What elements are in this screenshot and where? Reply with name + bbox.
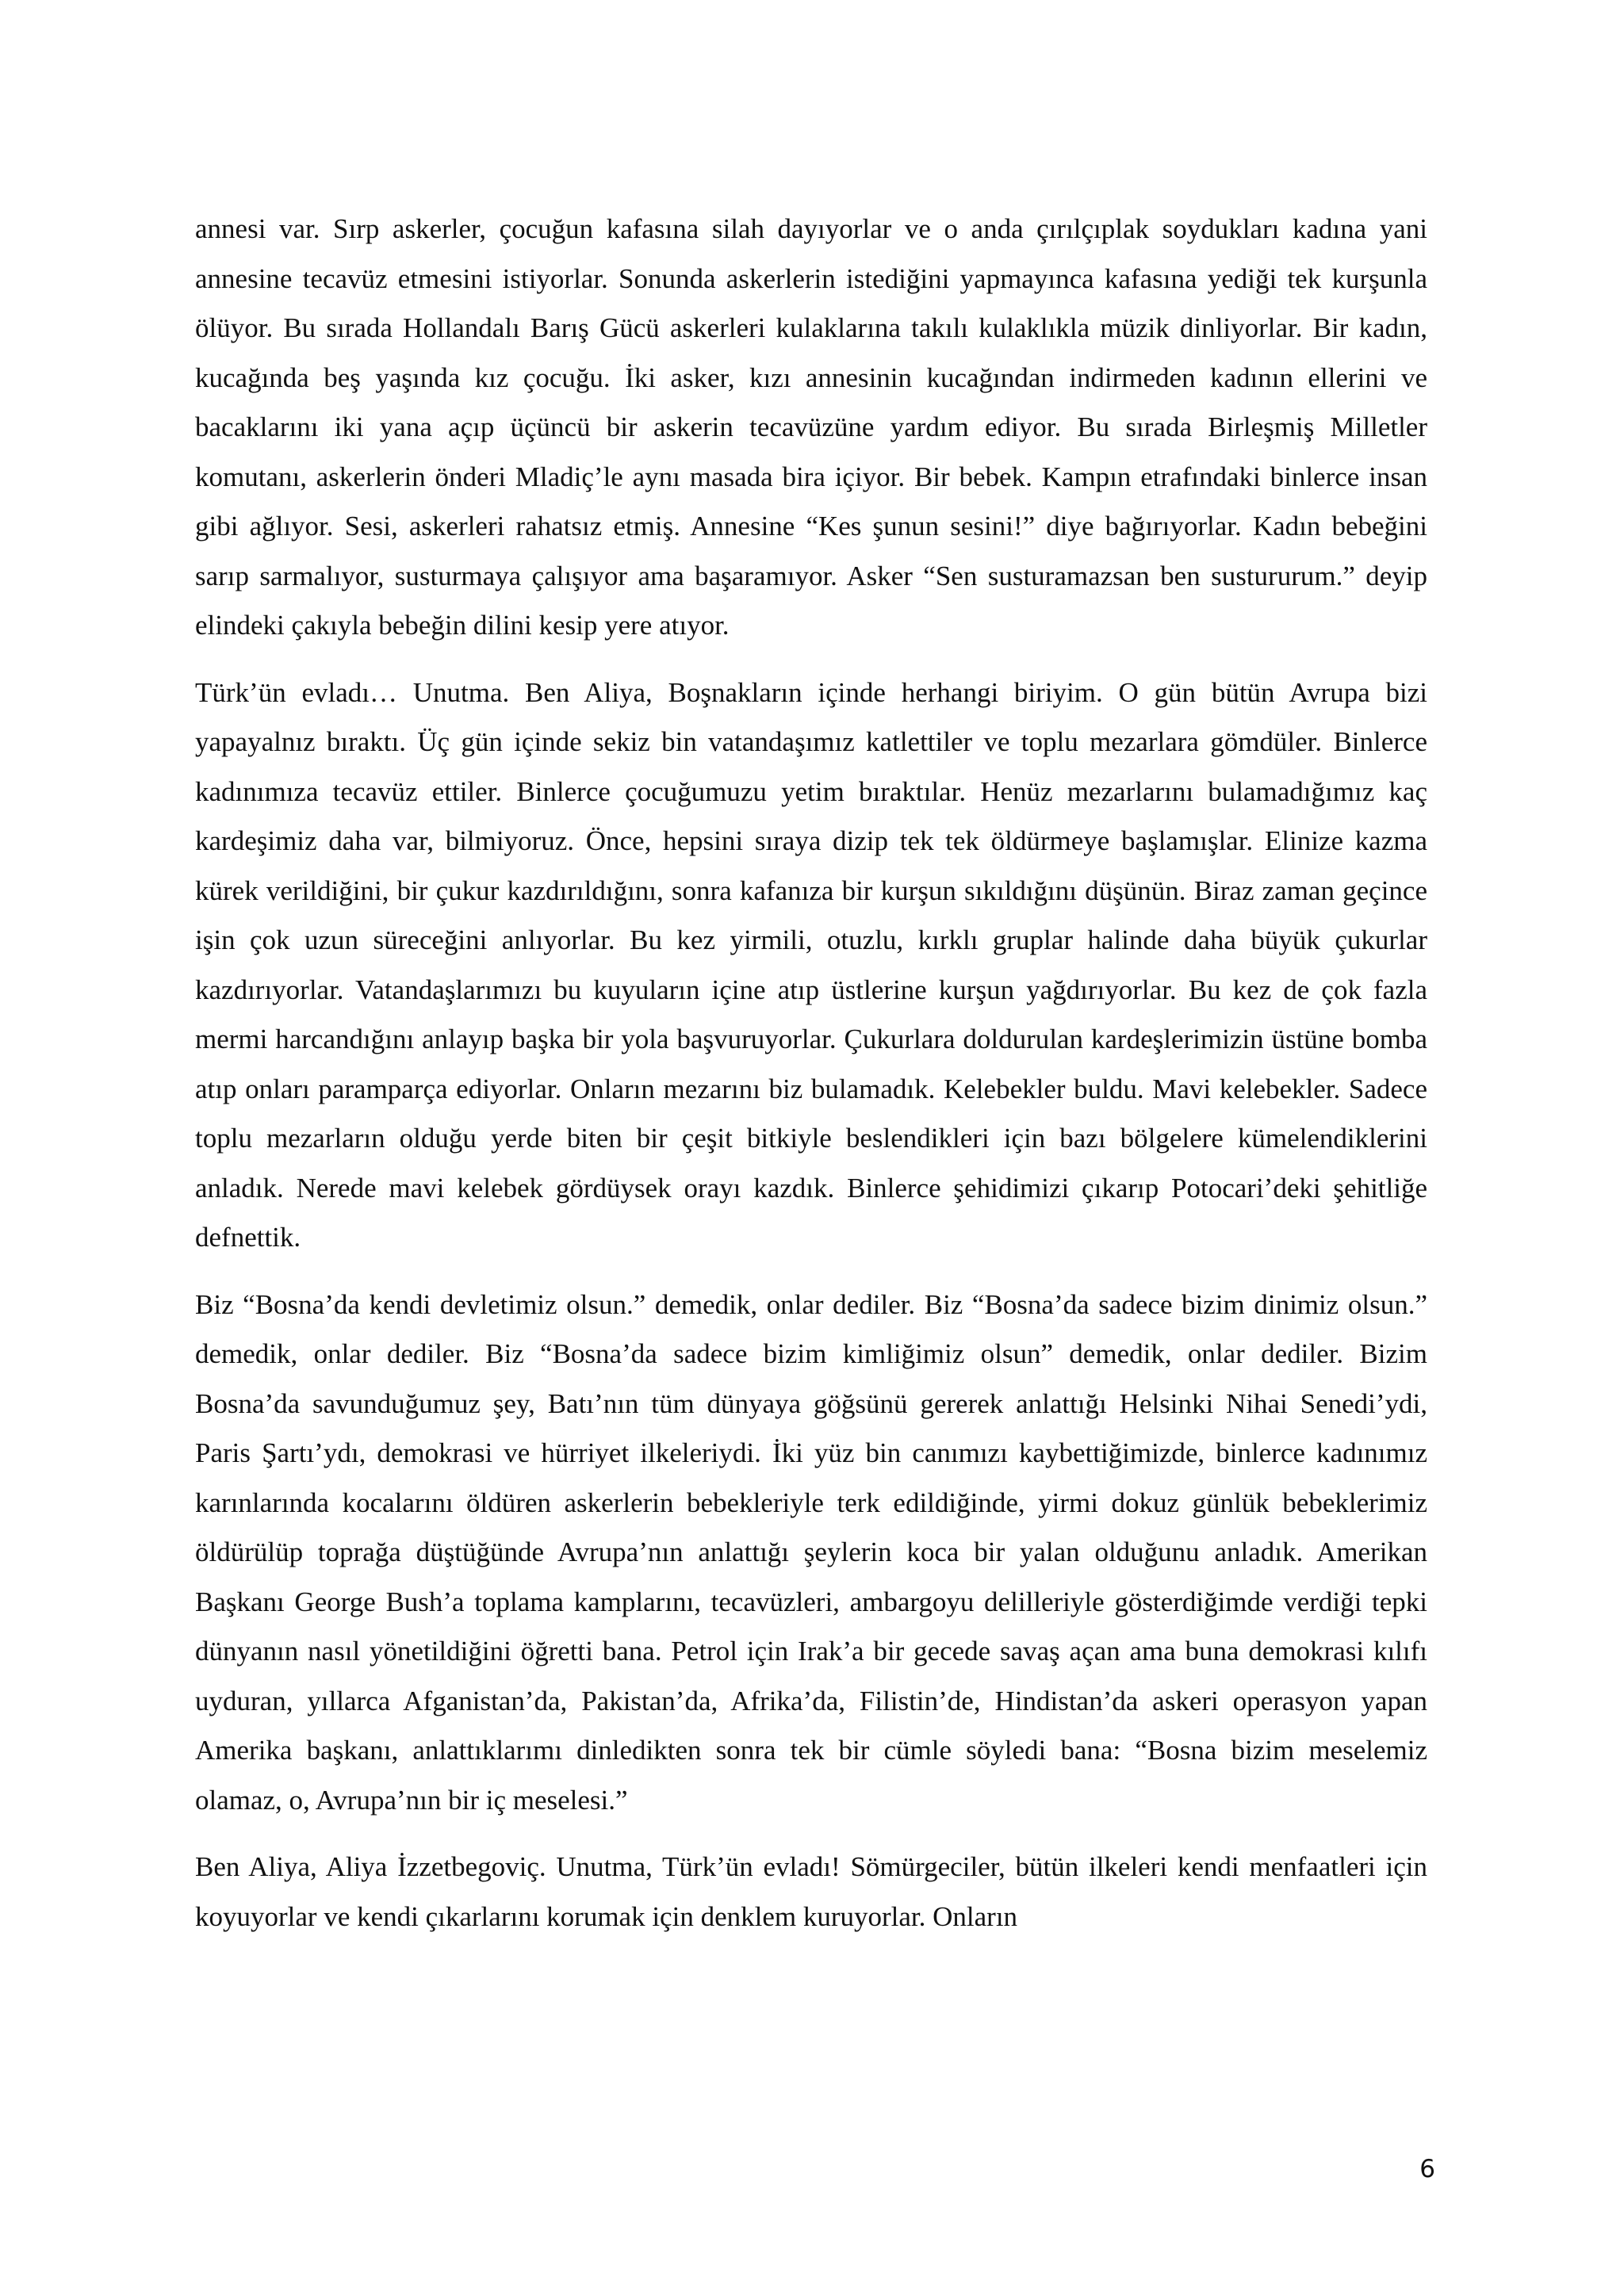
paragraph-4: Ben Aliya, Aliya İzzetbegoviç. Unutma, Türk’ün evladı! Sömürgeciler, bütün ilkeleri kendi menfaatleri için koyuyorlar ve kendi çıkarlarını korumak için denklem kuruyorlar. Onların [195,1851,1427,1932]
paragraph-3: Biz “Bosna’da kendi devletimiz olsun.” demedik, onlar dediler. Biz “Bosna’da sadece bizim dinimiz olsun.” demedik, onlar dediler. Biz “Bosna’da sadece bizim kimliğimiz olsun” demedik, onlar dediler. Bizim Bosna’da savunduğumuz şey, Batı’nın tüm dünyaya göğsünü gererek anlattığı Helsinki Nihai Senedi’ydi, Paris Şartı’ydı, demokrasi ve hürriyet ilkeleriydi. İki yüz bin canımızı kaybettiğimizde, binlerce kadınımız karınlarında kocalarını öldüren askerlerin bebekleriyle terk edildiğinde, yirmi dokuz günlük bebeklerimiz öldürülüp toprağa düştüğünde Avrupa’nın anlattığı şeylerin koca bir yalan olduğunu anladık. Amerikan Başkanı George Bush’a toplama kamplarını, tecavüzleri, ambargoyu delilleriyle gösterdiğimde verdiği tepki dünyanın nasıl yönetildiğini öğretti bana. Petrol için Irak’a bir gecede savaş açan ama buna demokrasi kılıfı uyduran, yıllarca Afganistan’da, Pakistan’da, Afrika’da, Filistin’de, Hindistan’da askeri operasyon yapan Amerika başkanı, anlattıklarımı dinledikten sonra tek bir cümle söyledi bana: “Bosna bizim meselemiz olamaz, o, Avrupa’nın bir iç meselesi.” [195,1288,1427,1816]
paragraph-1: annesi var. Sırp askerler, çocuğun kafasına silah dayıyorlar ve o anda çırılçıplak soydukları kadına yani annesine tecavüz etmesini istiyorlar. Sonunda askerlerin istediğini yapmayınca kafasına yediği tek kurşunla ölüyor. Bu sırada Hollandalı Barış Gücü askerleri kulaklarına takılı kulaklıkla müzik dinliyorlar. Bir kadın, kucağında beş yaşında kız çocuğu. İki asker, kızı annesinin kucağından indirmeden kadının ellerini ve bacaklarını iki yana açıp üçüncü bir askerin tecavüzüne yardım ediyor. Bu sırada Birleşmiş Milletler komutanı, askerlerin önderi Mladiç’le aynı masada bira içiyor. Bir bebek. Kampın etrafındaki binlerce insan gibi ağlıyor. Sesi, askerleri rahatsız etmiş. Annesine “Kes şunun sesini!” diye bağırıyorlar. Kadın bebeğini sarıp sarmalıyor, susturmaya çalışıyor ama başaramıyor. Asker “Sen susturamazsan ben sustururum.” deyip elindeki çakıyla bebeğin dilini kesip yere atıyor. [195,213,1427,641]
paragraph-2: Türk’ün evladı… Unutma. Ben Aliya, Boşnakların içinde herhangi biriyim. O gün bütün Avrupa bizi yapayalnız bıraktı. Üç gün içinde sekiz bin vatandaşımız katlettiler ve toplu mezarlara gömdüler. Binlerce kadınımıza tecavüz ettiler. Binlerce çocuğumuzu yetim bıraktılar. Henüz mezarlarını bulamadığımız kaç kardeşimiz daha var, bilmiyoruz. Önce, hepsini sıraya dizip tek tek öldürmeye başlamışlar. Elinize kazma kürek verildiğini, bir çukur kazdırıldığını, sonra kafanıza bir kurşun sıkıldığını düşünün. Biraz zaman geçince işin çok uzun süreceğini anlıyorlar. Bu kez yirmili, otuzlu, kırklı gruplar halinde daha büyük çukurlar kazdırıyorlar. Vatandaşlarımızı bu kuyuların içine atıp üstlerine kurşun yağdırıyorlar. Bu kez de çok fazla mermi harcandığını anlayıp başka bir yola başvuruyorlar. Çukurlara doldurulan kardeşlerimizin üstüne bomba atıp onları paramparça ediyorlar. Onların mezarını biz bulamadık. Kelebekler buldu. Mavi kelebekler. Sadece toplu mezarların olduğu yerde biten bir çeşit bitkiyle beslendikleri için bazı bölgelere kümelendiklerini anladık. Nerede mavi kelebek gördüysek orayı kazdık. Binlerce şehidimizi çıkarıp Potocari’deki şehitliğe defnettik. [195,676,1427,1253]
page-number: 6 [1419,2155,1435,2183]
document-body [195,205,1427,1959]
